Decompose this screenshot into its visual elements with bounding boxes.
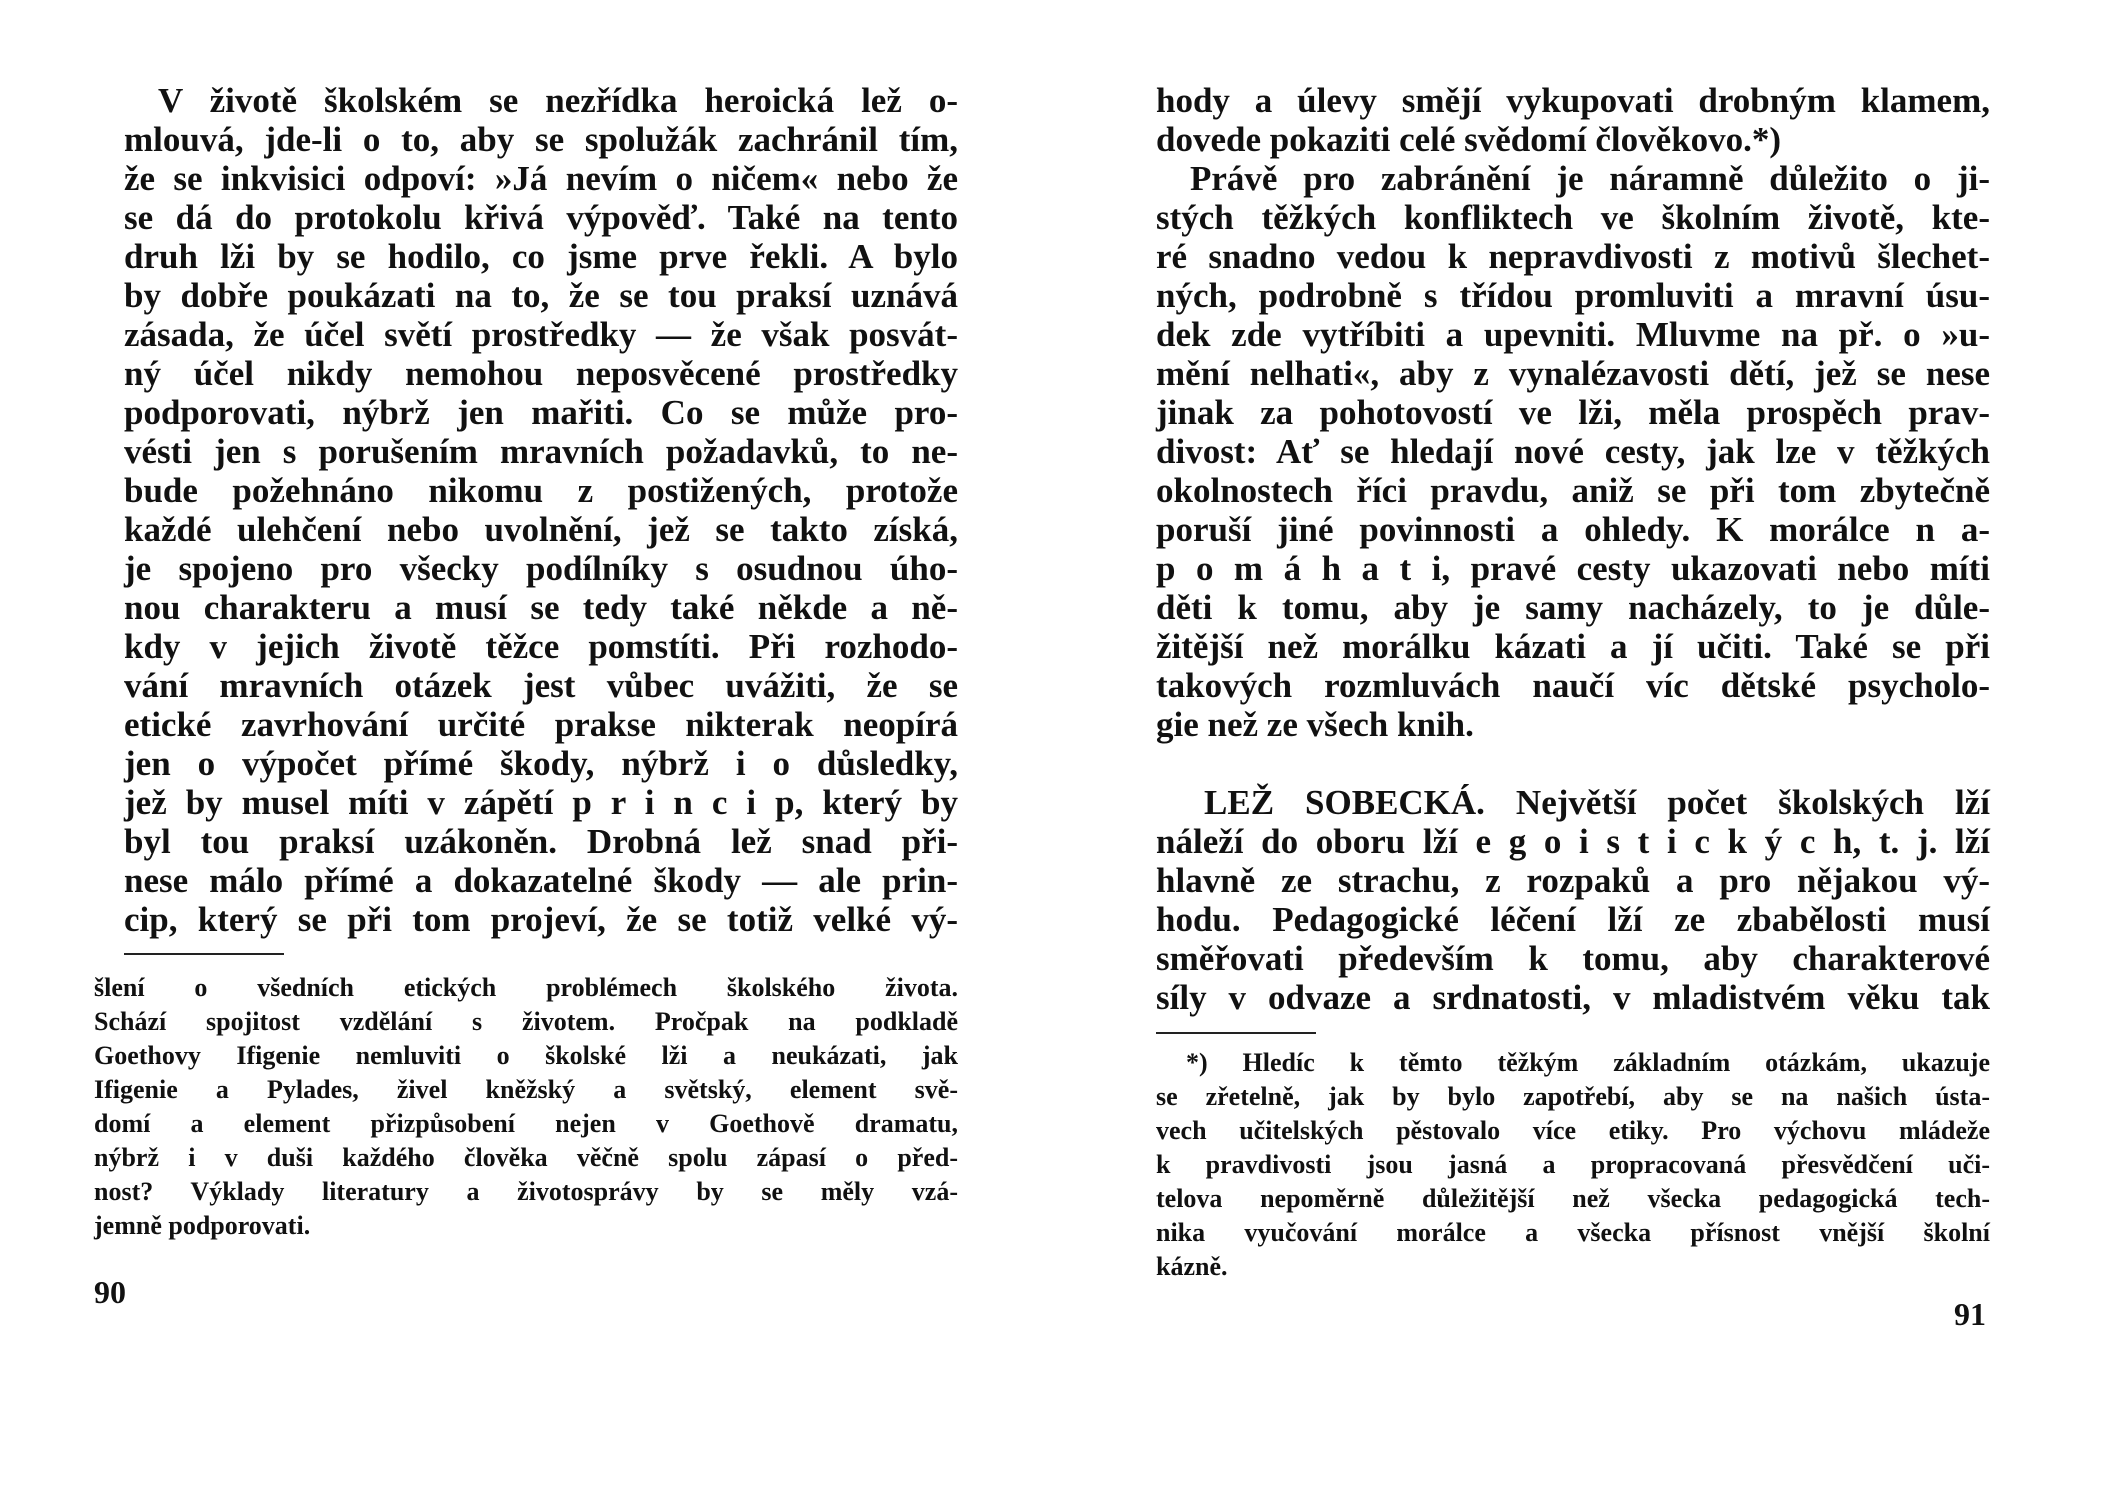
- footnote-line: vech učitelských pěstovalo více etiky. Pro výchovu mládeže: [1156, 1116, 1990, 1145]
- footnote-line: nost? Výklady literatury a životosprávy by se měly vzá-: [94, 1177, 958, 1206]
- text-line: druh lži by se hodilo, co jsme prve řekli. A bylo: [124, 237, 958, 276]
- footnote-line: kázně.: [1156, 1252, 1228, 1281]
- footnote-line: Schází spojitost vzdělání s životem. Pročpak na podkladě: [94, 1007, 958, 1036]
- text-line: dovede pokaziti celé svědomí člověkovo.*): [1156, 120, 1782, 159]
- footnote-line: nika vyučování morálce a všecka přísnost vnější školní: [1156, 1218, 1990, 1247]
- text-line: se dá do protokolu křivá výpověď. Také na tento: [124, 198, 958, 237]
- page-number: 90: [94, 1274, 126, 1310]
- text-line: hody a úlevy smějí vykupovati drobným klamem,: [1156, 81, 1990, 120]
- footnote-divider: [1156, 1032, 1316, 1034]
- text-line: ré snadno vedou k nepravdivosti z motivů šlechet-: [1156, 237, 1990, 276]
- right-page: [1052, 0, 2104, 1500]
- footnote-line: k pravdivosti jsou jasná a propracovaná přesvědčení uči-: [1156, 1150, 1990, 1179]
- text-line: zásada, že účel světí prostředky — že však posvát-: [124, 315, 958, 354]
- text-line: dek zde vytříbiti a upevniti. Mluvme na př. o »u-: [1156, 315, 1990, 354]
- text-line: podporovati, nýbrž jen mařiti. Co se může pro-: [124, 393, 958, 432]
- text-line: bude požehnáno nikomu z postižených, protože: [124, 471, 958, 510]
- text-line: V životě školském se nezřídka heroická lež o-: [158, 81, 958, 120]
- footnote-line: nýbrž i v duši každého člověka věčně spolu zápasí o před-: [94, 1143, 958, 1172]
- footnote-line: domí a element přizpůsobení nejen v Goethově dramatu,: [94, 1109, 958, 1138]
- text-line: by dobře poukázati na to, že se tou praksí uznává: [124, 276, 958, 315]
- section-line: hodu. Pedagogické léčení lží ze zbabělosti musí: [1156, 900, 1990, 939]
- text-line: jinak za pohotovostí ve lži, měla prospěch prav-: [1156, 393, 1990, 432]
- section-line: síly v odvaze a srdnatosti, v mladistvém věku tak: [1156, 978, 1990, 1017]
- text-line: divost: Ať se hledají nové cesty, jak lze v těžkých: [1156, 432, 1990, 471]
- text-line: cip, který se při tom projeví, že se totiž velké vý-: [124, 900, 958, 939]
- footnote-line: *) Hledíc k těmto těžkým základním otázkám, ukazuje: [1186, 1048, 1990, 1077]
- section-line: hlavně ze strachu, z rozpaků a pro nějakou vý-: [1156, 861, 1990, 900]
- footnote-divider: [124, 953, 284, 955]
- footnote-line: Goethovy Ifigenie nemluviti o školské lži a neukázati, jak: [94, 1041, 958, 1070]
- footnote-line: Ifigenie a Pylades, živel kněžský a světský, element svě-: [94, 1075, 958, 1104]
- section-line: LEŽ SOBECKÁ. Největší počet školských lží: [1204, 783, 1990, 822]
- footnote-line: šlení o všedních etických problémech školského života.: [94, 973, 958, 1002]
- text-line: kdy v jejich životě těžce pomstíti. Při rozhodo-: [124, 627, 958, 666]
- text-line: nese málo přímé a dokazatelné škody — ale prin-: [124, 861, 958, 900]
- text-line: vésti jen s porušením mravních požadavků, to ne-: [124, 432, 958, 471]
- page-number: 91: [1954, 1296, 1986, 1332]
- text-line: jež by musel míti v zápětí p r i n c i p, který by: [124, 783, 958, 822]
- text-line: nou charakteru a musí se tedy také někde a ně-: [124, 588, 958, 627]
- footnote-line: se zřetelně, jak by bylo zapotřebí, aby se na našich ústa-: [1156, 1082, 1990, 1111]
- text-line: p o m á h a t i, pravé cesty ukazovati nebo míti: [1156, 549, 1990, 588]
- text-line: mlouvá, jde-li o to, aby se spolužák zachránil tím,: [124, 120, 958, 159]
- text-line: etické zavrhování určité prakse nikterak neopírá: [124, 705, 958, 744]
- text-line: stých těžkých konfliktech ve školním životě, kte-: [1156, 198, 1990, 237]
- text-line: je spojeno pro všecky podílníky s osudnou úho-: [124, 549, 958, 588]
- text-line: žitější než morálku kázati a jí učiti. Také se při: [1156, 627, 1990, 666]
- text-line: Právě pro zabránění je náramně důležito o ji-: [1190, 159, 1990, 198]
- text-line: vání mravních otázek jest vůbec uvážiti, že se: [124, 666, 958, 705]
- text-line: děti k tomu, aby je samy nacházely, to je důle-: [1156, 588, 1990, 627]
- section-line: směřovati především k tomu, aby charakterové: [1156, 939, 1990, 978]
- text-line: byl tou praksí uzákoněn. Drobná lež snad při-: [124, 822, 958, 861]
- footnote-line: jemně podporovati.: [94, 1211, 311, 1240]
- text-line: že se inkvisici odpoví: »Já nevím o ničem« nebo že: [124, 159, 958, 198]
- footnote-line: telova nepoměrně důležitější než všecka pedagogická tech-: [1156, 1184, 1990, 1213]
- text-line: okolnostech říci pravdu, aniž se při tom zbytečně: [1156, 471, 1990, 510]
- text-line: ný účel nikdy nemohou neposvěcené prostředky: [124, 354, 958, 393]
- text-line: každé ulehčení nebo uvolnění, jež se takto získá,: [124, 510, 958, 549]
- text-line: gie než ze všech knih.: [1156, 705, 1474, 744]
- text-line: ných, podrobně s třídou promluviti a mravní úsu-: [1156, 276, 1990, 315]
- text-line: poruší jiné povinnosti a ohledy. K morálce n a-: [1156, 510, 1990, 549]
- section-line: náleží do oboru lží e g o i s t i c k ý c h, t. j. lží: [1156, 822, 1990, 861]
- text-line: takových rozmluvách naučí víc dětské psycholo-: [1156, 666, 1990, 705]
- text-line: mění nelhati«, aby z vynalézavosti dětí, jež se nese: [1156, 354, 1990, 393]
- text-line: jen o výpočet přímé škody, nýbrž i o důsledky,: [124, 744, 958, 783]
